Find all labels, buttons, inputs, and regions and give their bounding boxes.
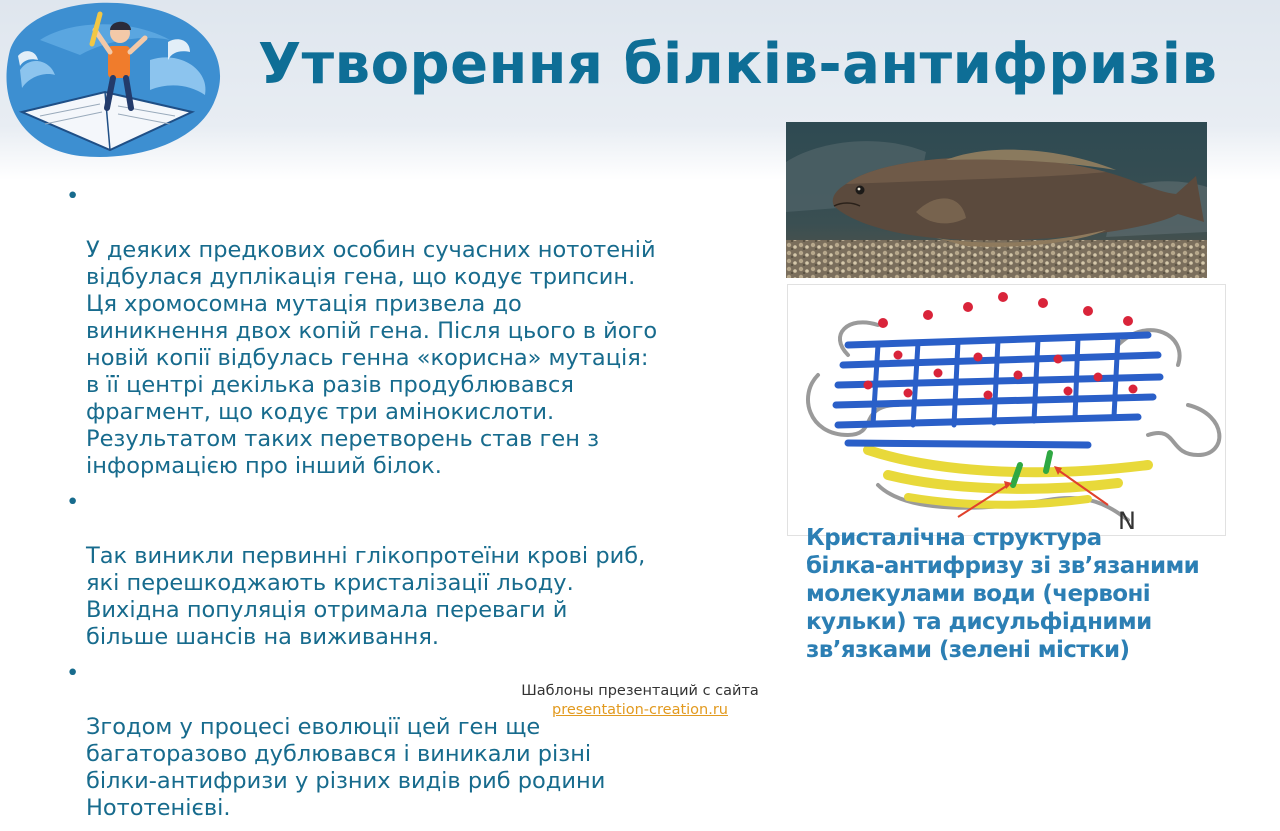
- bullet-list: [66, 183, 756, 831]
- student-on-book-logo: [0, 0, 240, 165]
- footer: [440, 682, 840, 720]
- bullet-text: У деяких предкових особин сучасних нототеній відбулася дуплікація гена, що кодує трипсин. Ця хромосомна мутація призвела до виникнення двох копій гена. Після цього в його новій копії відбулась генна «корисна» мутація: в її центрі декілька разів продублювався фрагмент, що кодує три амінокислоти. Результатом таких перетворень став ген з інформацією про інший білок.: [86, 237, 658, 479]
- bullet-marker: •: [66, 660, 80, 686]
- bullet-marker: •: [66, 183, 80, 209]
- slide-title: Утворення білків-антифризів: [258, 32, 1218, 97]
- bullet-item: [66, 489, 756, 651]
- notothenia-fish-photo: [786, 122, 1207, 278]
- bullet-item: [66, 183, 756, 480]
- bullet-text: Так виникли первинні глікопротеїни крові риб, які перешкоджають кристалізації льоду. Вихідна популяція отримала переваги й більше шансів на виживання.: [86, 543, 646, 650]
- bullet-text: Згодом у процесі еволюції цей ген ще багаторазово дублювався і виникали різні білки-антифризи у різних видів риб родини Нототенієві.: [86, 714, 606, 821]
- bullet-marker: •: [66, 489, 80, 515]
- footer-link[interactable]: presentation-creation.ru: [552, 702, 728, 718]
- antifreeze-protein-structure-image: [787, 284, 1226, 536]
- footer-text: Шаблоны презентаций с сайта: [521, 683, 759, 699]
- n-terminus-label: N: [1118, 507, 1136, 535]
- figure-caption: Кристалічна структура білка-антифризу зі зв’язаними молекулами води (червоні кульки) та дисульфідними зв’язками (зелені містки): [806, 525, 1200, 663]
